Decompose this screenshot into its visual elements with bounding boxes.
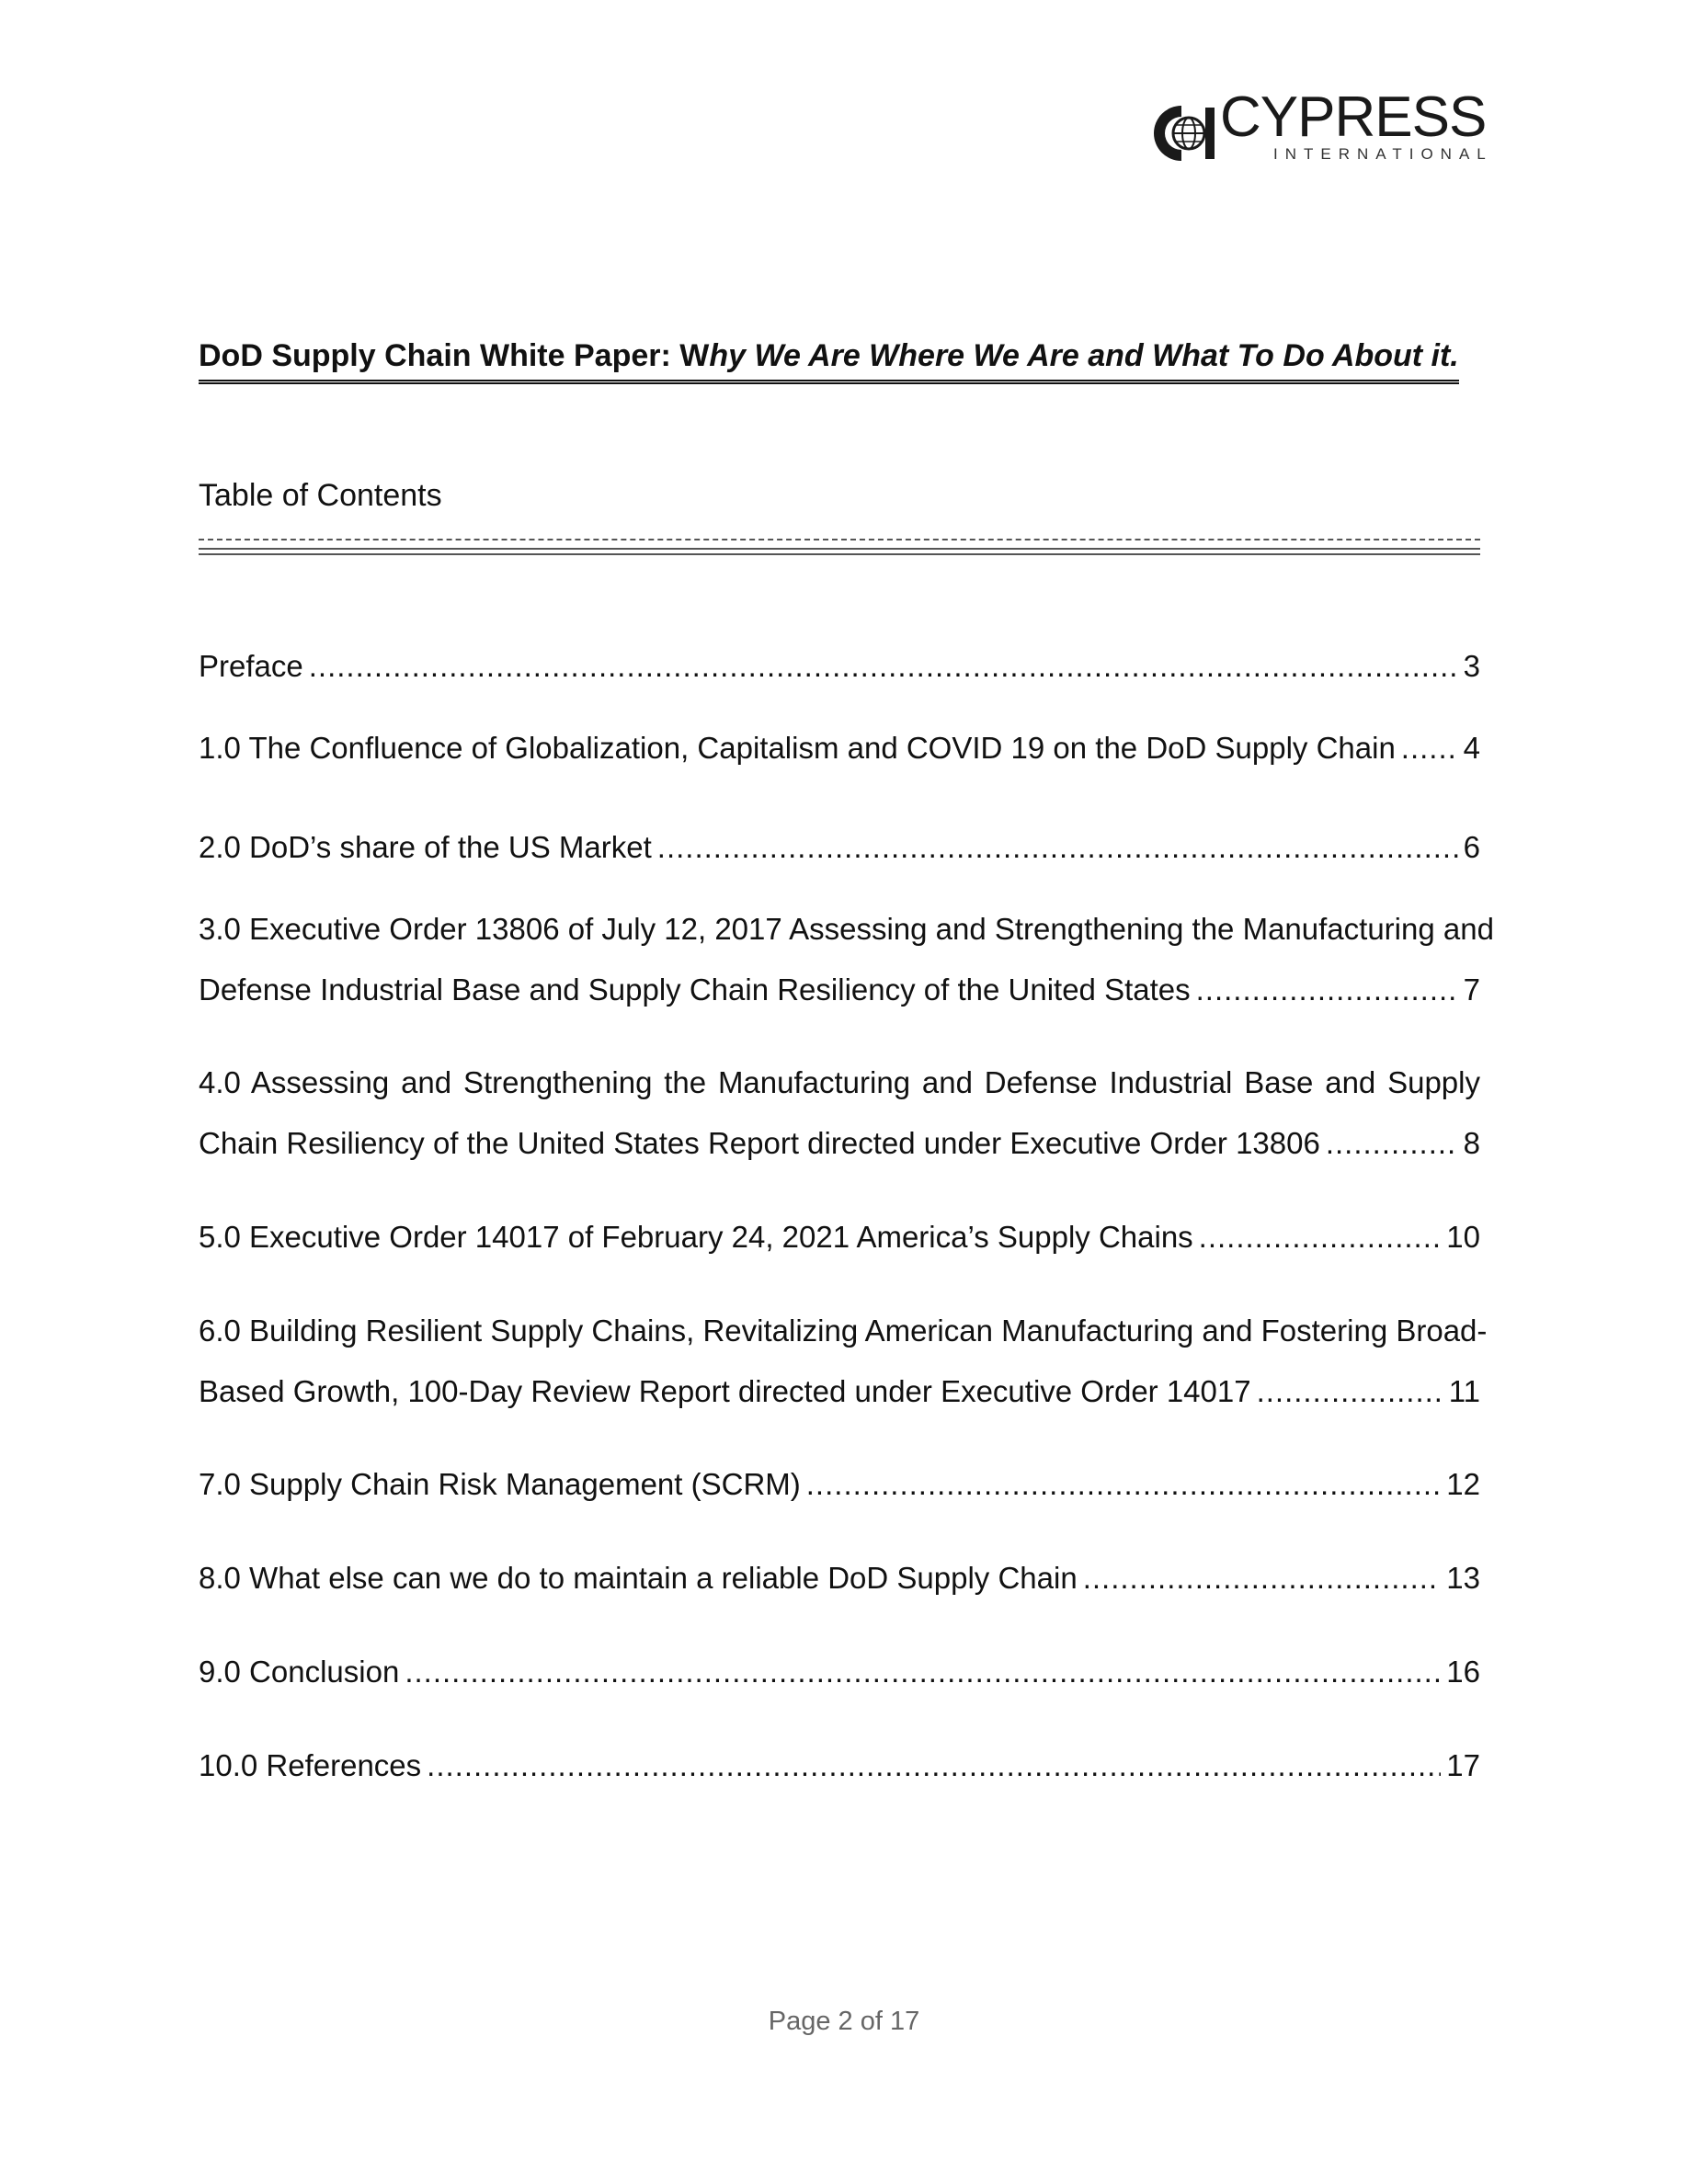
dot-leader [1257,1361,1443,1422]
toc-entry-line [199,1113,1480,1174]
dot-leader [1083,1548,1442,1609]
dot-leader [1196,960,1458,1020]
toc-entry-line [199,1454,1480,1515]
toc-entry-line [199,1548,1480,1609]
dashed-rule [199,539,1480,540]
toc-entry-first-line: 6.0 Building Resilient Supply Chains, Revitalizing American Manufacturing and Fostering Broad- [199,1314,1488,1348]
toc-page-number: 13 [1446,1561,1480,1595]
toc-entry-line [199,960,1480,1020]
toc-entry[interactable] [199,1735,1480,1796]
toc-entry-line [199,1207,1480,1268]
title-bold-part: DoD Supply Chain White Paper: W [199,338,710,373]
toc-page-number: 6 [1463,830,1480,864]
toc-entry-label: Based Growth, 100-Day Review Report directed under Executive Order 14017 [199,1374,1251,1408]
toc-entry-label: 2.0 DoD’s share of the US Market [199,830,652,864]
toc-page-number: 7 [1463,973,1480,1007]
toc-entry-line [199,1642,1480,1702]
dot-leader [1326,1113,1458,1174]
toc-entry[interactable] [199,1207,1480,1268]
dot-leader [1199,1207,1442,1268]
toc-entry-label: 8.0 What else can we do to maintain a reliable DoD Supply Chain [199,1561,1078,1595]
toc-entry-label: 10.0 References [199,1748,422,1782]
logo-wordmark: CYPRESS [1220,85,1487,149]
company-logo [1145,85,1494,170]
dot-leader [427,1735,1441,1796]
toc-page-number: 10 [1446,1220,1480,1254]
toc-entry-label: 5.0 Executive Order 14017 of February 24, 2021 America’s Supply Chains [199,1220,1193,1254]
dot-leader [1401,718,1458,779]
toc-page-number: 12 [1446,1467,1480,1501]
toc-entry-label: Chain Resiliency of the United States Report directed under Executive Order 13806 [199,1126,1320,1160]
toc-entry[interactable] [199,817,1480,878]
cypress-globe-logo-icon [1145,102,1216,165]
toc-entry-line [199,1361,1480,1422]
toc-entry-label: 7.0 Supply Chain Risk Management (SCRM) [199,1467,801,1501]
toc-page-number: 8 [1463,1126,1480,1160]
toc-entry-line [199,817,1480,878]
toc-entry-first-line: 4.0 Assessing and Strengthening the Manufacturing and Defense Industrial Base and Supply [199,1065,1480,1099]
toc-entry-first-line: 3.0 Executive Order 13806 of July 12, 2017 Assessing and Strengthening the Manufacturing and [199,912,1494,946]
title-italic-part: hy We Are Where We Are and What To Do About it. [709,338,1459,373]
toc-page-number: 3 [1463,649,1480,683]
dot-leader [806,1454,1442,1515]
toc-page-number: 17 [1446,1748,1480,1782]
toc-entry-line [199,636,1480,697]
page-footer: Page 2 of 17 [768,2007,920,2036]
toc-entry[interactable] [199,1548,1480,1609]
toc-heading: Table of Contents [199,478,442,513]
dot-leader [405,1642,1441,1702]
toc-entry-label: Preface [199,649,303,683]
toc-entry-line [199,718,1480,779]
toc-page-number: 4 [1463,731,1480,765]
toc-entry[interactable] [199,1301,1488,1422]
toc-entry-line [199,1735,1480,1796]
document-title [199,338,1459,384]
toc-entry-label: Defense Industrial Base and Supply Chain Resiliency of the United States [199,973,1191,1007]
toc-entry[interactable] [199,1052,1480,1174]
logo-subtitle: INTERNATIONAL [1273,145,1493,163]
toc-entry-label: 9.0 Conclusion [199,1655,400,1689]
toc-entry[interactable] [199,1642,1480,1702]
toc-entry-label: 1.0 The Confluence of Globalization, Capitalism and COVID 19 on the DoD Supply Chain [199,731,1396,765]
toc-entry[interactable] [199,636,1480,697]
toc-page-number: 11 [1448,1374,1480,1408]
toc-entry[interactable] [199,718,1480,779]
double-rule [199,548,1480,555]
dot-leader [309,636,1458,697]
dot-leader [657,817,1458,878]
toc-entry[interactable] [199,1454,1480,1515]
toc-page-number: 16 [1446,1655,1480,1689]
toc-divider [199,539,1480,561]
toc-entry[interactable] [199,899,1494,1020]
